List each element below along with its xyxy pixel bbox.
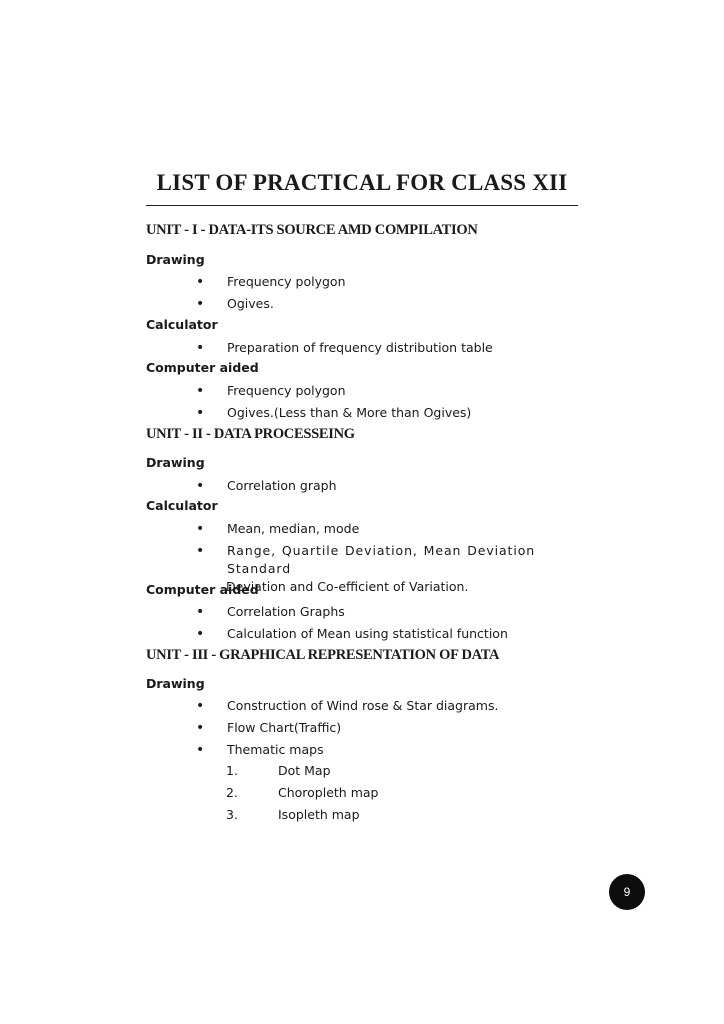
bullet-icon: • bbox=[196, 340, 205, 356]
list-item: • Thematic maps bbox=[196, 742, 324, 758]
list-item: • Mean, median, mode bbox=[196, 521, 360, 537]
bullet-icon: • bbox=[196, 274, 205, 290]
list-item: • Calculation of Mean using statistical function bbox=[196, 626, 508, 642]
bullet-icon: • bbox=[196, 626, 205, 642]
bullet-icon: • bbox=[196, 296, 205, 312]
bullet-icon: • bbox=[196, 720, 205, 736]
unit-1-computer-aided-label: Computer aided bbox=[146, 360, 259, 375]
bullet-icon: • bbox=[196, 698, 205, 714]
numbered-item-number: 2. bbox=[226, 785, 238, 800]
bullet-icon: • bbox=[196, 742, 205, 758]
unit-2-heading: UNIT - II - DATA PROCESSEING bbox=[146, 426, 355, 442]
bullet-icon: • bbox=[196, 405, 205, 421]
list-item: • Frequency polygon bbox=[196, 274, 346, 290]
bullet-icon: • bbox=[196, 543, 205, 559]
unit-2-drawing-label: Drawing bbox=[146, 455, 205, 470]
unit-3-heading: UNIT - III - GRAPHICAL REPRESENTATION OF DATA bbox=[146, 647, 500, 663]
numbered-item-text: Choropleth map bbox=[278, 785, 379, 800]
list-item: • Range, Quartile Deviation, Mean Deviation Standard Deviation and Co-efficient of Variation. bbox=[196, 543, 536, 594]
bullet-icon: • bbox=[196, 383, 205, 399]
list-item: • Ogives.(Less than & More than Ogives) bbox=[196, 405, 472, 421]
bullet-icon: • bbox=[196, 521, 205, 537]
unit-2-calculator-label: Calculator bbox=[146, 498, 218, 513]
title-underline bbox=[146, 205, 578, 206]
unit-3-drawing-label: Drawing bbox=[146, 676, 205, 691]
unit-1-calculator-label: Calculator bbox=[146, 317, 218, 332]
bullet-icon: • bbox=[196, 478, 205, 494]
list-item: • Preparation of frequency distribution table bbox=[196, 340, 493, 356]
unit-2-computer-aided-label: Computer aided bbox=[146, 582, 259, 597]
list-item: • Correlation graph bbox=[196, 478, 337, 494]
unit-1-drawing-label: Drawing bbox=[146, 252, 205, 267]
numbered-item-text: Isopleth map bbox=[278, 807, 360, 822]
list-item: • Construction of Wind rose & Star diagrams. bbox=[196, 698, 499, 714]
page-title: LIST OF PRACTICAL FOR CLASS XII bbox=[156, 170, 568, 195]
page-number-badge: 9 bbox=[609, 874, 645, 910]
numbered-item-number: 3. bbox=[226, 807, 238, 822]
numbered-item-text: Dot Map bbox=[278, 763, 331, 778]
list-item: • Flow Chart(Traffic) bbox=[196, 720, 342, 736]
bullet-icon: • bbox=[196, 604, 205, 620]
list-item: • Frequency polygon bbox=[196, 383, 346, 399]
unit-1-heading: UNIT - I - DATA-ITS SOURCE AMD COMPILATION bbox=[146, 222, 478, 238]
list-item: • Correlation Graphs bbox=[196, 604, 345, 620]
numbered-item-number: 1. bbox=[226, 763, 238, 778]
list-item: • Ogives. bbox=[196, 296, 274, 312]
